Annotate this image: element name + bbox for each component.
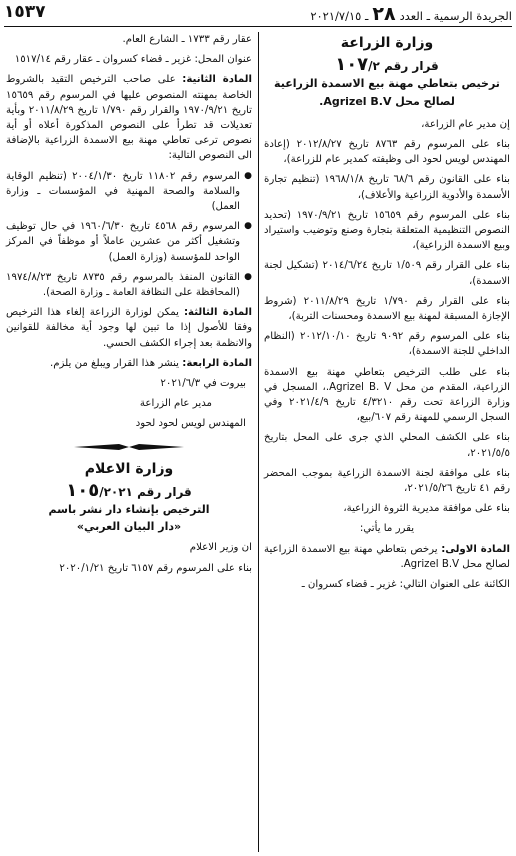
article-3: المادة الثالثة: يمكن لوزارة الزراعة إلغاء هذا الترخيص وفقا للأصول إذا ما تبين لها وجود أية مخالفة للقوانين والانظمة بعد إجراء الكشف الحسي. bbox=[6, 307, 252, 349]
decides-line: يقرر ما يأتي: bbox=[359, 523, 415, 535]
page-number: ١٥٣٧ bbox=[4, 2, 46, 22]
paragraph: بناء على المرسوم رقم ١٥٦٥٩ تاريخ ١٩٧٠/٩/٢١ (تحديد النصوص التنظيمية المتعلقة بتجارة وصنع وتوضيب واستيراد وبيع الاسمدة الزراعية)، bbox=[264, 209, 511, 252]
paragraph: بناء على موافقة لجنة الاسمدة الزراعية بموجب المحضر رقم ٤١ تاريخ ٢٠٢١/٥/٢٦، bbox=[264, 467, 510, 495]
paragraph: بناء على القرار رقم ١/٧٩٠ تاريخ ٢٠١١/٨/٢٩ (شروط الإجازة المسبقة لمهنة بيع الاسمدة ومحسنات التربة)، bbox=[264, 295, 510, 323]
signer-name: المهندس لويس لحود لحود bbox=[135, 418, 246, 430]
paragraph: الكائنة على العنوان التالي: غزير ـ قضاء كسروان ـ bbox=[301, 579, 510, 591]
intro-line: إن مدير عام الزراعة، bbox=[421, 118, 510, 130]
separator-ornament-icon bbox=[74, 442, 184, 452]
signer-title: مدير عام الزراعة bbox=[139, 398, 212, 410]
paragraph: بناء على القانون رقم ٦٨/٦ تاريخ ١٩٦٨/١/٨ (تنظيم تجارة الأسمدة والأدوية الزراعية والأعلاف)، bbox=[264, 174, 510, 201]
bullet-item: ● القانون المنفذ بالمرسوم رقم ٨٧٣٥ تاريخ ١٩٧٤/٨/٢٣ (المحافظة على النظافة العامة ـ وزارة الصحة). bbox=[6, 270, 252, 300]
paragraph: بناء على موافقة مديرية الثروة الزراعية، bbox=[343, 503, 510, 515]
issue-date: ـ ٢٠٢١/٧/١٥ bbox=[310, 9, 369, 23]
ministry-title: وزارة الزراعة bbox=[340, 35, 434, 51]
column-divider bbox=[258, 32, 259, 852]
bullet-item: ● المرسوم رقم ١١٨٠٢ تاريخ ٢٠٠٤/١/٣٠ (تنظيم الوقاية والسلامة والصحة المهنية في المؤسسات ـ وزارة العمل) bbox=[6, 169, 252, 215]
paragraph: بناء على القرار رقم ١/٥٠٩ تاريخ ٢٠١٤/٦/٢٤ (تشكيل لجنة الاسمدة)، bbox=[264, 260, 510, 287]
decision-number: قرار رقم ١٠٧/٢ bbox=[335, 54, 439, 76]
paragraph: عقار رقم ١٧٣٣ ـ الشارع العام. bbox=[122, 34, 252, 45]
decision-subject-4: «دار البيان العربي» bbox=[76, 520, 182, 534]
gazette-info bbox=[310, 3, 512, 25]
paragraph: بناء على المرسوم رقم ٦١٥٧ تاريخ ٢٠٢٠/١/٢١ bbox=[59, 562, 252, 574]
section-separator bbox=[6, 438, 252, 456]
issue-number: ٢٨ bbox=[372, 3, 396, 25]
decision-subject-2: لصالح محل Agrizel B.V. bbox=[319, 94, 455, 108]
paragraph: بناء على طلب الترخيص بتعاطي مهنة بيع الاسمدة الزراعية، المقدم من محل Agrizel B. V.، المسجل في وزارة الزراعة تحت رقم ٤/٣٢١٠ تاريخ ٢٠٢١/٤/٩ وفي السجل الرسمي للمهنة رقم ٦٠٧/بيع، bbox=[264, 366, 510, 424]
ministry-title-2: وزارة الاعلام bbox=[84, 460, 174, 477]
decision-number-2: قرار رقم ١٠٥/٢٠٢١ bbox=[66, 479, 192, 501]
decision-subject-3: الترخيص بإنشاء دار نشر باسم bbox=[48, 503, 210, 517]
article-4: المادة الرابعة: ينشر هذا القرار ويبلغ من يلزم. bbox=[49, 357, 252, 369]
article-2: المادة الثانية: على صاحب الترخيص التقيد بالشروط الخاصة بمهنته المنصوص عليها في المرسوم رقم ١٥٦٥٩ تاريخ ١٩٧٠/٩/٢١ والقرار رقم ١/٧٩٠ تاريخ ٢٠١١/٨/٢٩ وبأية تعديلات قد تطرأ على النصوص المذكورة أعلاه أو أية نصوص ترعى تعاطي مهنة بيع الاسمدة الزراعية بالإضافة الى النصوص التالية: bbox=[6, 74, 252, 162]
left-column bbox=[6, 32, 252, 581]
bullet-item: ● المرسوم رقم ٤٥٦٨ تاريخ ١٩٦٠/٦/٣٠ في حال توظيف وتشغيل أكثر من عشرين عاملاً أو موظفاً في المركز الواحد للمؤسسة (وزارة العمل) bbox=[6, 219, 252, 265]
decision-subject: ترخيص بتعاطي مهنة بيع الاسمدة الزراعية bbox=[274, 77, 500, 91]
paragraph: عنوان المحل: غزير ـ قضاء كسروان ـ عقار رقم ١٥١٧/١٤ bbox=[14, 54, 252, 66]
right-column bbox=[264, 32, 510, 597]
article-1: المادة الاولى: يرخص بتعاطي مهنة بيع الاسمدة الزراعية لصالح محل Agrizel B.V. bbox=[264, 543, 510, 570]
paragraph: بناء على المرسوم رقم ٨٧٦٣ تاريخ ٢٠١٢/٨/٢٧ (إعادة المهندس لويس لحود الى وظيفته كمدير عام للزراعة)، bbox=[264, 139, 511, 166]
paragraph: بناء على الكشف المحلي الذي جرى على المحل بتاريخ ٢٠٢١/٥/٥، bbox=[264, 432, 510, 459]
paragraph: بناء على المرسوم رقم ٩٠٩٢ تاريخ ٢٠١٢/١٠/١٠ (النظام الداخلي للجنة الاسمدة)، bbox=[264, 331, 510, 358]
intro-line-2: ان وزير الاعلام bbox=[189, 542, 252, 554]
page-header bbox=[4, 2, 512, 27]
place-date: بيروت في ٢٠٢١/٦/٣ bbox=[160, 378, 246, 390]
gazette-name: الجريدة الرسمية ـ العدد bbox=[399, 9, 512, 23]
